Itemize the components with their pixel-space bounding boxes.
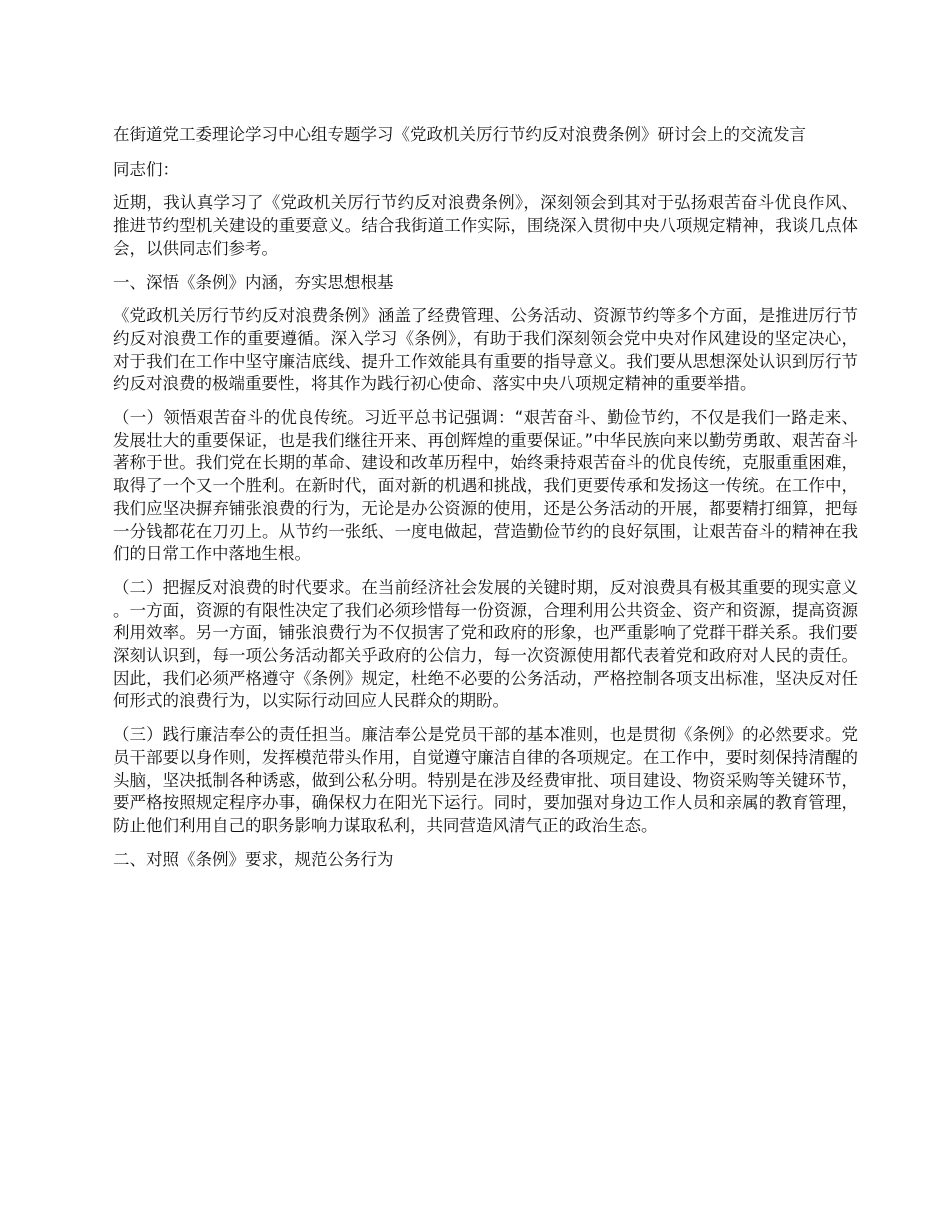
salutation: 同志们： xyxy=(113,159,179,179)
paragraph-section-1: 《党政机关厉行节约反对浪费条例》涵盖了经费管理、公务活动、资源节约等多个方面，是推进厉行节约反对浪费工作的重要遵循。深入学习《条例》，有助于我们深刻领会党中央对作风建设的坚定决心，对于我们在工作中坚守廉洁底线、提升工作效能具有重要的指导意义。我们要从思想深处认识到厉行节约反对浪费的极端重要性，将其作为践行初心使命、落实中央八项规定精神的重要举措。 xyxy=(113,306,858,394)
section-heading-1: 一、深悟《条例》内涵，夯实思想根基 xyxy=(113,272,394,292)
document-body xyxy=(113,124,858,882)
paragraph-intro: 近期，我认真学习了《党政机关厉行节约反对浪费条例》，深刻领会到其对于弘扬艰苦奋斗优良作风、推进节约型机关建设的重要意义。结合我街道工作实际，围绕深入贯彻中央八项规定精神，我谈几点体会，以供同志们参考。 xyxy=(113,193,858,258)
document-title: 在街道党工委理论学习中心组专题学习《党政机关厉行节约反对浪费条例》研讨会上的交流发言 xyxy=(113,125,806,144)
section-heading-2: 二、对照《条例》要求，规范公务行为 xyxy=(113,849,394,869)
paragraph-subsection-1: （一）领悟艰苦奋斗的优良传统。习近平总书记强调：“艰苦奋斗、勤俭节约，不仅是我们一路走来、发展壮大的重要保证，也是我们继往开来、再创辉煌的重要保证。”中华民族向来以勤劳勇敢、艰苦奋斗著称于世。我们党在长期的革命、建设和改革历程中，始终秉持艰苦奋斗的优良传统，克服重重困难，取得了一个又一个胜利。在新时代，面对新的机遇和挑战，我们更要传承和发扬这一传统。在工作中，我们应坚决摒弃铺张浪费的行为，无论是办公资源的使用，还是公务活动的开展，都要精打细算，把每一分钱都花在刀刃上。从节约一张纸、一度电做起，营造勤俭节约的良好氛围，让艰苦奋斗的精神在我们的日常工作中落地生根。 xyxy=(113,408,858,564)
paragraph-subsection-3: （三）践行廉洁奉公的责任担当。廉洁奉公是党员干部的基本准则，也是贯彻《条例》的必然要求。党员干部要以身作则，发挥模范带头作用，自觉遵守廉洁自律的各项规定。在工作中，要时刻保持清醒的头脑，坚决抵制各种诱惑，做到公私分明。特别是在涉及经费审批、项目建设、物资采购等关键环节，要严格按照规定程序办事，确保权力在阳光下运行。同时，要加强对身边工作人员和亲属的教育管理，防止他们利用自己的职务影响力谋取私利，共同营造风清气正的政治生态。 xyxy=(113,725,858,835)
paragraph-subsection-2: （二）把握反对浪费的时代要求。在当前经济社会发展的关键时期，反对浪费具有极其重要的现实意义。一方面，资源的有限性决定了我们必须珍惜每一份资源，合理利用公共资金、资产和资源，提高资源利用效率。另一方面，铺张浪费行为不仅损害了党和政府的形象，也严重影响了党群干群关系。我们要深刻认识到，每一项公务活动都关乎政府的公信力，每一次资源使用都代表着党和政府对人民的责任。因此，我们必须严格遵守《条例》规定，杜绝不必要的公务活动，严格控制各项支出标准，坚决反对任何形式的浪费行为，以实际行动回应人民群众的期盼。 xyxy=(113,577,858,711)
